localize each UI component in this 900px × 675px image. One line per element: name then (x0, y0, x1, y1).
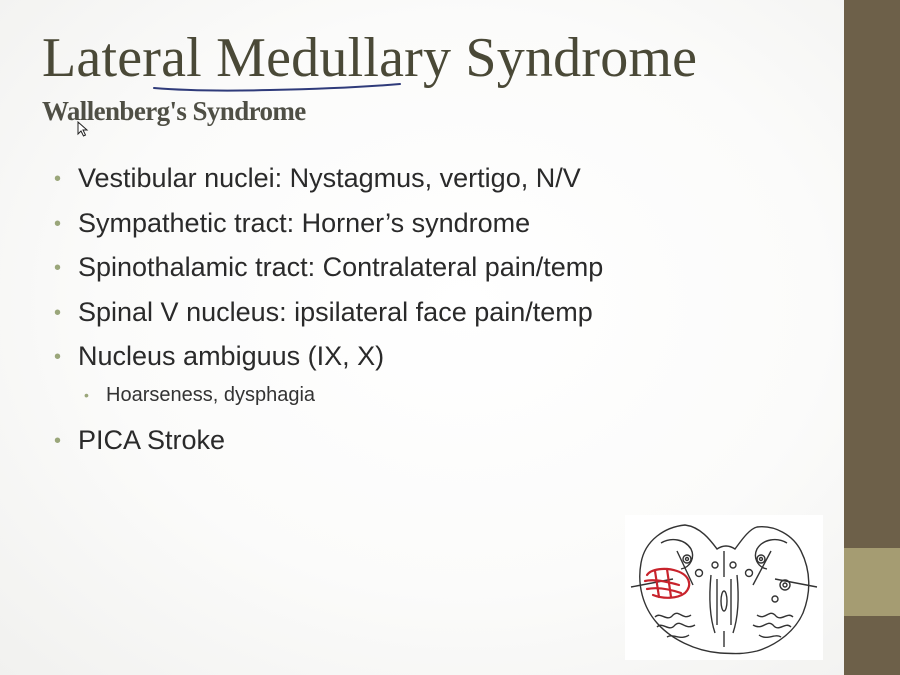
slide-subtitle: Wallenberg's Syndrome (42, 96, 306, 126)
slide-title: Lateral Medullary Syndrome (42, 27, 698, 89)
mouse-pointer-icon (77, 121, 89, 137)
bullet-dot: • (54, 257, 62, 279)
bullet-text: Nucleus ambiguus (IX, X) (78, 341, 385, 371)
sub-bullet-item (84, 381, 603, 420)
bullet-dot: • (54, 346, 62, 368)
bullet-item (54, 292, 603, 337)
bullet-text: PICA Stroke (78, 424, 226, 455)
bullet-list (54, 158, 603, 464)
ink-underline-annotation (150, 74, 410, 98)
bullet-item (54, 158, 603, 203)
bullet-text: Sympathetic tract: Horner’s syndrome (78, 207, 531, 238)
medulla-cross-section-icon (625, 515, 823, 660)
bullet-item (54, 203, 603, 248)
bullet-text: Spinal V nucleus: ipsilateral face pain/temp (78, 296, 593, 327)
sub-bullet-text: Hoarseness, dysphagia (106, 383, 316, 406)
bullet-text: Vestibular nuclei: Nystagmus, vertigo, N/V (78, 163, 581, 193)
bullet-dot: • (54, 429, 62, 452)
bullet-item (54, 420, 603, 465)
medulla-diagram (625, 515, 823, 660)
side-accent-block (844, 548, 900, 616)
sub-bullet-dot: • (84, 386, 89, 403)
bullet-dot: • (54, 301, 62, 324)
bullet-item (54, 247, 603, 292)
bullet-dot: • (54, 168, 62, 190)
bullet-text: Spinothalamic tract: Contralateral pain/temp (78, 252, 604, 282)
bullet-dot: • (54, 212, 62, 235)
bullet-item (54, 336, 603, 381)
